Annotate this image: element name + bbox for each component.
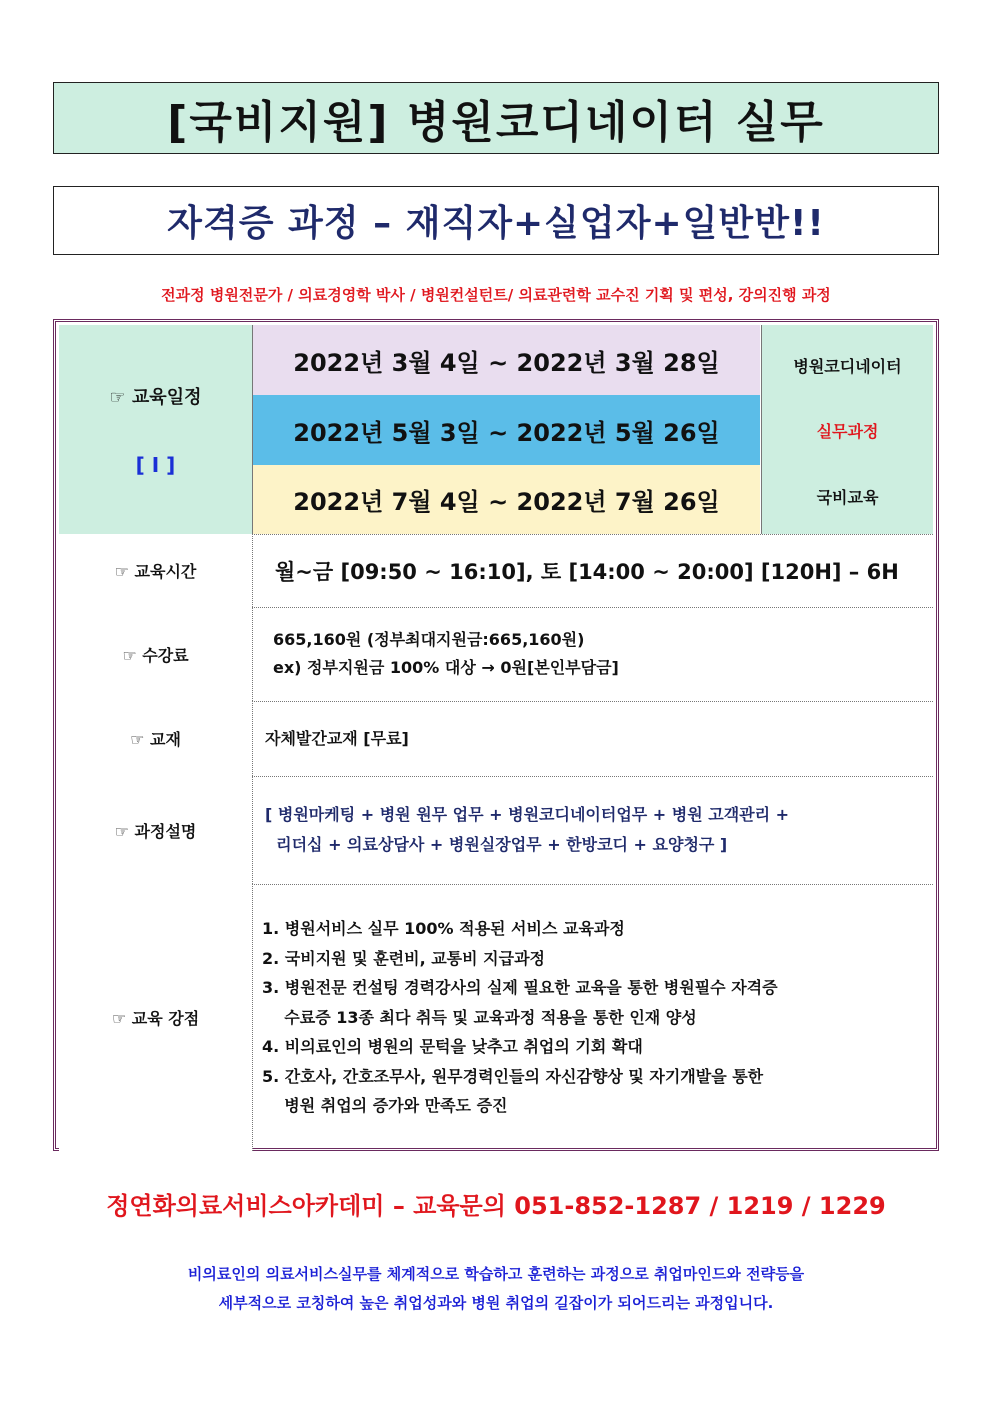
schedule-row xyxy=(59,325,933,535)
strength-item: 1. 병원서비스 실무 100% 적용된 서비스 교육과정 xyxy=(262,919,625,939)
fee-line-2: ex) 정부지원금 100% 대상 → 0원[본인부담금] xyxy=(273,658,619,677)
schedule-label: ☞ 교육일정 xyxy=(109,387,202,408)
textbook-label: ☞ 교재 xyxy=(59,701,253,776)
strength-item: 수료증 13종 최다 취득 및 교육과정 적용을 통한 인재 양성 xyxy=(262,1007,697,1027)
description-line-2: 리더십 + 의료상담사 + 병원실장업무 + 한방코디 + 요양청구 ] xyxy=(265,835,728,854)
description-line-1: [ 병원마케팅 + 병원 원무 업무 + 병원코디네이터업무 + 병원 고객관리 + xyxy=(265,805,790,824)
description-label: ☞ 과정설명 xyxy=(59,776,253,884)
schedule-side-cell xyxy=(761,325,933,534)
schedule-date-3: 2022년 7월 4일 ~ 2022년 7월 26일 xyxy=(253,465,760,534)
schedule-label-cell xyxy=(59,325,253,534)
strength-item: 5. 간호사, 간호조무사, 원무경력인들의 자신감향상 및 자기개발을 통한 xyxy=(262,1066,764,1086)
strengths-label: ☞ 교육 강점 xyxy=(59,884,253,1151)
page-subtitle: 자격증 과정 – 재직자+실업자+일반반!! xyxy=(53,186,939,255)
side-label-national-education: 국비교육 xyxy=(816,488,879,507)
time-label: ☞ 교육시간 xyxy=(59,534,253,607)
schedule-sub-label: [ I ] xyxy=(135,453,176,477)
strength-item: 2. 국비지원 및 훈련비, 교통비 지급과정 xyxy=(262,948,545,968)
description-row xyxy=(59,776,933,885)
course-info-table xyxy=(53,319,939,1151)
side-label-practical-course: 실무과정 xyxy=(816,422,879,441)
time-value: 월~금 [09:50 ~ 16:10], 토 [14:00 ~ 20:00] [120H] – 6H xyxy=(275,559,899,584)
time-row xyxy=(59,534,933,608)
strengths-row xyxy=(59,884,933,1151)
textbook-value: 자체발간교재 [무료] xyxy=(265,728,409,748)
fee-row xyxy=(59,607,933,702)
page-title: [국비지원] 병원코디네이터 실무 xyxy=(53,82,939,154)
footer-line-1: 비의료인의 의료서비스실무를 체계적으로 학습하고 훈련하는 과정으로 취업마인드와 전략등을 xyxy=(187,1265,805,1283)
schedule-date-2: 2022년 5월 3일 ~ 2022년 5월 26일 xyxy=(253,395,760,465)
textbook-row xyxy=(59,701,933,777)
fee-label: ☞ 수강료 xyxy=(59,607,253,701)
strength-item: 3. 병원전문 컨설팅 경력강사의 실제 필요한 교육을 통한 병원필수 자격증 xyxy=(262,978,778,998)
strength-item: 병원 취업의 증가와 만족도 증진 xyxy=(262,1096,508,1116)
strength-item: 4. 비의료인의 병원의 문턱을 낮추고 취업의 기회 확대 xyxy=(262,1037,643,1057)
side-label-hospital-coordinator: 병원코디네이터 xyxy=(793,357,902,376)
schedule-date-1: 2022년 3월 4일 ~ 2022년 3월 28일 xyxy=(253,325,760,395)
footer-line-2: 세부적으로 코칭하여 높은 취업성과와 병원 취업의 길잡이가 되어드리는 과정입니다. xyxy=(218,1294,774,1312)
contact-info: 정연화의료서비스아카데미 – 교육문의 051-852-1287 / 1219 / 1229 xyxy=(106,1192,886,1220)
tagline: 전과정 병원전문가 / 의료경영학 박사 / 병원컨설턴트/ 의료관련학 교수진 기획 및 편성, 강의진행 과정 xyxy=(161,286,831,304)
fee-line-1: 665,160원 (정부최대지원금:665,160원) xyxy=(273,630,585,649)
